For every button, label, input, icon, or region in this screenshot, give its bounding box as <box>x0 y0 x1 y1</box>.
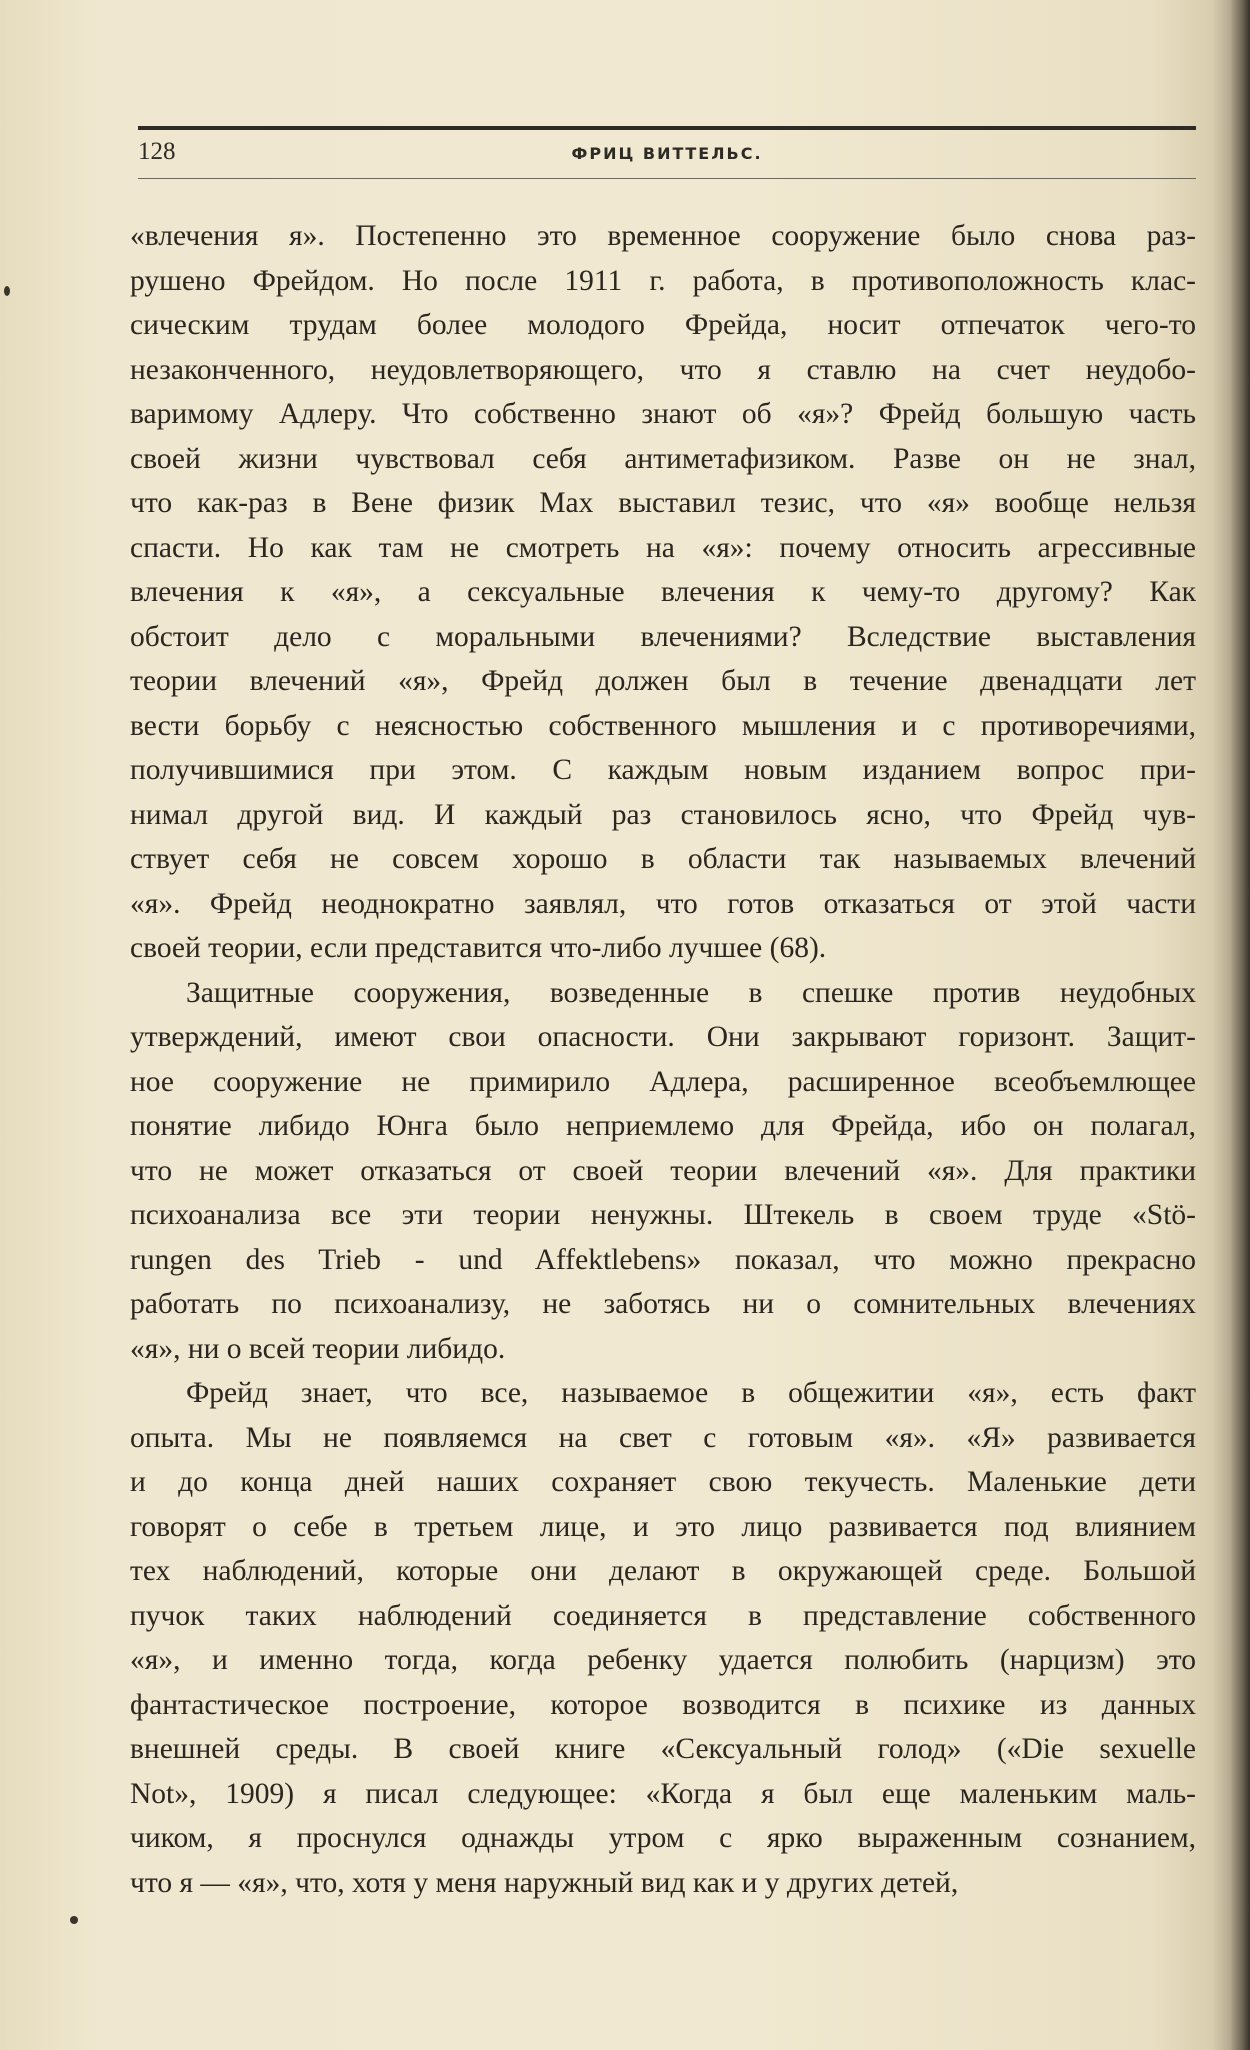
text-line: работать по психоанализу, не заботясь ни о сомнительных влечениях <box>130 1288 1196 1320</box>
text-line: фантастическое построение, которое возводится в психике из данных <box>130 1688 1196 1721</box>
paragraph <box>130 214 1196 971</box>
text-line: незаконченного, неудовлетворяющего, что я ставлю на счет неудобо- <box>130 353 1196 386</box>
page-header <box>138 136 1196 170</box>
text-line: «я», и именно тогда, когда ребенку удается полюбить (нарцизм) это <box>130 1644 1196 1676</box>
text-line: чиком, я проснулся однажды утром с ярко выраженным сознанием, <box>130 1822 1196 1854</box>
text-line: рушено Фрейдом. Но после 1911 г. работа, в противоположность клас- <box>130 264 1196 297</box>
text-line: Not», 1909) я писал следующее: «Когда я был еще маленьким маль- <box>130 1777 1196 1810</box>
text-line: что не может отказаться от своей теории влечений «я». Для практики <box>130 1154 1196 1187</box>
text-line: тех наблюдений, которые они делают в окружающей среде. Большой <box>130 1555 1196 1587</box>
margin-speck <box>4 286 10 296</box>
text-line: понятие либидо Юнга было неприемлемо для Фрейда, ибо он полагал, <box>130 1110 1196 1142</box>
text-line: Защитные сооружения, возведенные в спешке против неудобных <box>186 976 1196 1009</box>
body-text <box>130 214 1196 1905</box>
text-line: теории влечений «я», Фрейд должен был в течение двенадцати лет <box>130 665 1196 697</box>
paragraph <box>130 1371 1196 1905</box>
text-line: ное сооружение не примирило Адлера, расширенное всеобъемлющее <box>130 1065 1196 1098</box>
text-line: что я — «я», что, хотя у меня наружный вид как и у других детей, <box>130 1866 959 1899</box>
text-line: что как-раз в Вене физик Мах выставил тезис, что «я» вообще нельзя <box>130 487 1196 519</box>
header-top-rule <box>138 126 1196 130</box>
page-number: 128 <box>138 138 176 165</box>
text-line: «я», ни о всей теории либидо. <box>130 1332 506 1365</box>
text-line: внешней среды. В своей книге «Сексуальный голод» («Die sexuelle <box>130 1733 1196 1765</box>
text-line: опыта. Мы не появляемся на свет с готовым «я». «Я» развивается <box>130 1421 1196 1454</box>
running-head: ФРИЦ ВИТТЕЛЬС. <box>571 144 763 163</box>
text-line: «влечения я». Постепенно это временное сооружение было снова раз- <box>130 220 1196 252</box>
text-line: получившимися при этом. С каждым новым изданием вопрос при- <box>130 754 1196 786</box>
text-line: утверждений, имеют свои опасности. Они закрывают горизонт. Защит- <box>130 1021 1196 1053</box>
margin-speck <box>70 1916 78 1924</box>
text-line: вести борьбу с неясностью собственного мышления и с противоречиями, <box>130 709 1196 742</box>
text-line: своей жизни чувствовал себя антиметафизиком. Разве он не знал, <box>130 442 1196 475</box>
text-line: «я». Фрейд неоднократно заявлял, что готов отказаться от этой части <box>130 887 1196 920</box>
text-line: влечения к «я», а сексуальные влечения к чему-то другому? Как <box>130 576 1196 608</box>
text-line: rungen des Trieb - und Affektlebens» показал, что можно прекрасно <box>130 1243 1196 1276</box>
text-line: ствует себя не совсем хорошо в области так называемых влечений <box>130 843 1196 875</box>
text-line: спасти. Но как там не смотреть на «я»: почему относить агрессивные <box>130 531 1196 564</box>
text-line: и до конца дней наших сохраняет свою текучесть. Маленькие дети <box>130 1466 1196 1498</box>
text-line: Фрейд знает, что все, называемое в общежитии «я», есть факт <box>186 1377 1196 1409</box>
paragraph <box>130 971 1196 1372</box>
text-line: обстоит дело с моральными влечениями? Вследствие выставления <box>130 620 1196 653</box>
text-line: варимому Адлеру. Что собственно знают об «я»? Фрейд большую часть <box>130 398 1196 430</box>
text-line: нимал другой вид. И каждый раз становилось ясно, что Фрейд чув- <box>130 798 1196 831</box>
text-line: своей теории, если представится что-либо лучшее (68). <box>130 932 827 964</box>
text-line: говорят о себе в третьем лице, и это лицо развивается под влиянием <box>130 1510 1196 1543</box>
header-bottom-rule <box>138 178 1196 179</box>
text-line: психоанализа все эти теории ненужны. Штекель в своем труде «Stö- <box>130 1199 1196 1231</box>
text-line: пучок таких наблюдений соединяется в представление собственного <box>130 1599 1196 1632</box>
text-line: сическим трудам более молодого Фрейда, носит отпечаток чего-то <box>130 309 1196 341</box>
page-edge-shadow <box>1230 0 1250 2050</box>
